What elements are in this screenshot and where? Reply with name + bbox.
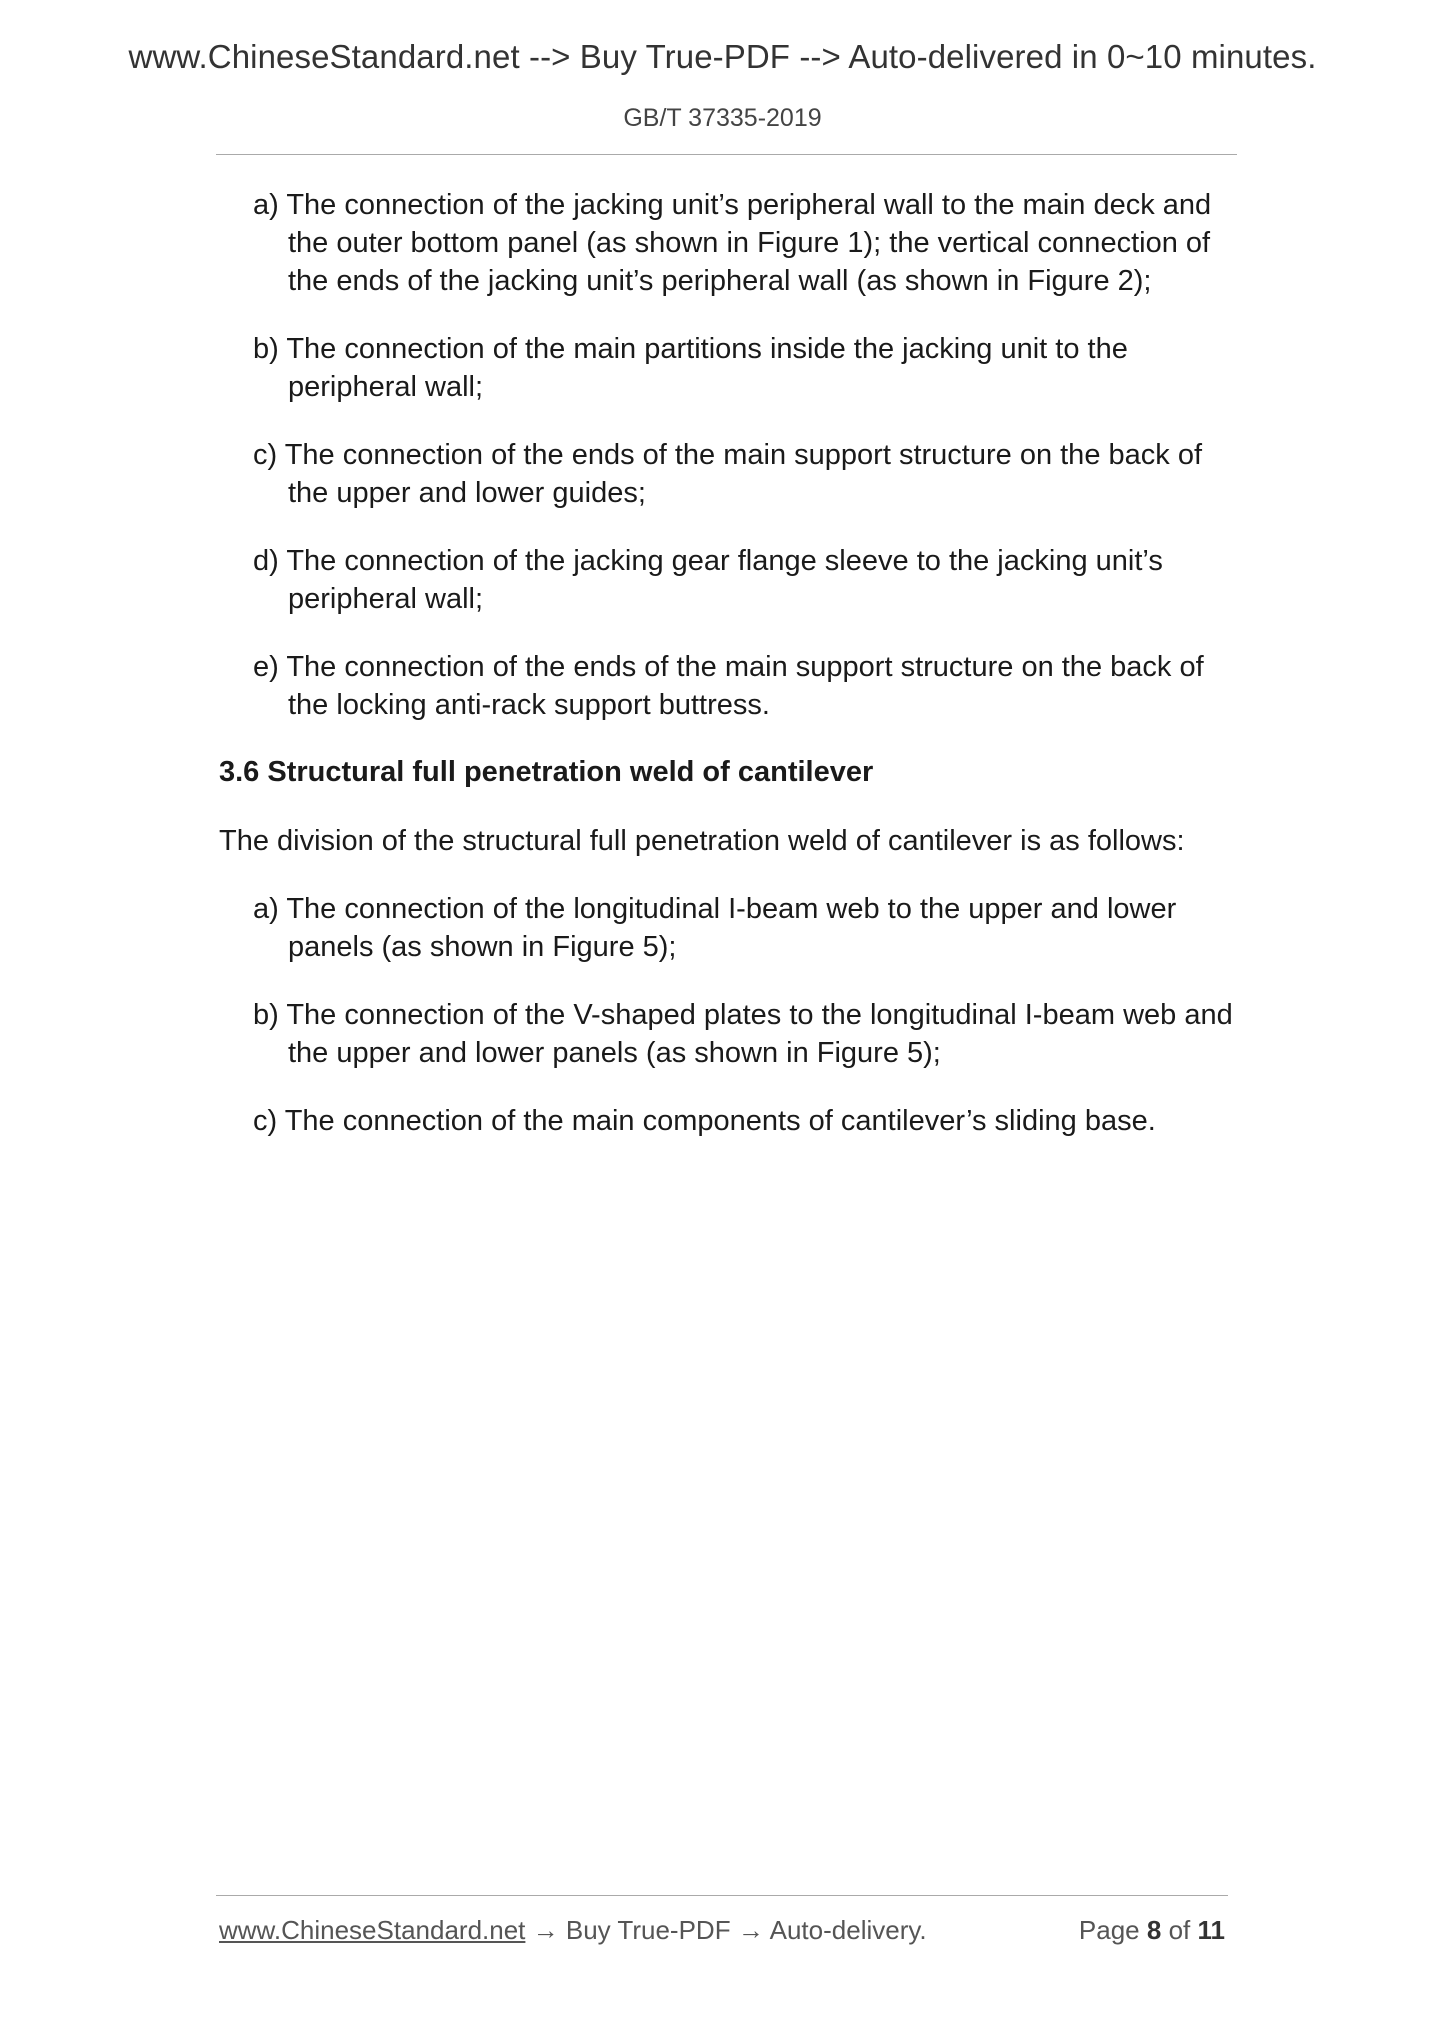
list-item — [253, 890, 1234, 966]
item-text: The connection of the jacking unit’s peripheral wall to the main deck and — [286, 189, 1212, 221]
item-label: a) — [253, 893, 279, 925]
item-label: a) — [253, 189, 279, 221]
footer-link[interactable]: www.ChineseStandard.net — [219, 1915, 526, 1945]
item-text: the locking anti-rack support buttress. — [288, 689, 770, 721]
page-number: 8 — [1146, 1915, 1162, 1945]
item-text: the ends of the jacking unit’s peripheral wall (as shown in Figure 2); — [288, 265, 1152, 297]
list-item — [253, 436, 1234, 512]
item-text: the upper and lower guides; — [288, 477, 646, 509]
list-item — [253, 330, 1234, 406]
item-text: the outer bottom panel (as shown in Figure 1); the vertical connection of — [288, 227, 1211, 259]
item-text: The connection of the ends of the main support structure on the back of — [286, 651, 1204, 683]
page-total: 11 — [1197, 1915, 1225, 1945]
list-item — [253, 542, 1234, 618]
arrow-icon: → — [532, 1915, 559, 1945]
item-label: b) — [253, 999, 279, 1031]
list-item — [253, 1102, 1234, 1140]
page-footer — [219, 1915, 1225, 1946]
item-text: panels (as shown in Figure 5); — [288, 931, 677, 963]
header-banner: www.ChineseStandard.net --> Buy True-PDF --> Auto-delivered in 0~10 minutes. — [128, 38, 1317, 75]
item-text: The connection of the V-shaped plates to the longitudinal I-beam web and — [286, 999, 1233, 1031]
header-divider — [216, 154, 1237, 155]
document-number: GB/T 37335-2019 — [623, 104, 822, 132]
item-text: The connection of the jacking gear flange sleeve to the jacking unit’s — [286, 545, 1163, 577]
section-intro: The division of the structural full penetration weld of cantilever is as follows: — [219, 825, 1185, 857]
item-text: The connection of the ends of the main support structure on the back of — [284, 439, 1202, 471]
item-label: b) — [253, 333, 279, 365]
page-indicator — [1079, 1915, 1225, 1946]
list-item — [253, 648, 1234, 724]
list-item — [253, 186, 1234, 300]
footer-divider — [216, 1895, 1228, 1896]
item-text: The connection of the main components of cantilever’s sliding base. — [284, 1105, 1156, 1137]
list-item — [253, 996, 1234, 1072]
item-label: d) — [253, 545, 279, 577]
item-label: e) — [253, 651, 279, 683]
section-heading: 3.6 Structural full penetration weld of cantilever — [219, 756, 874, 788]
item-label: c) — [253, 1105, 278, 1137]
footer-delivery-text: Auto-delivery. — [769, 1915, 927, 1945]
item-text: the upper and lower panels (as shown in Figure 5); — [288, 1037, 941, 1069]
item-text: peripheral wall; — [288, 371, 484, 403]
item-label: c) — [253, 439, 278, 471]
footer-buy-text: Buy True-PDF — [565, 1915, 731, 1945]
page-label: Page — [1078, 1915, 1140, 1945]
item-text: The connection of the main partitions inside the jacking unit to the — [286, 333, 1128, 365]
item-text: peripheral wall; — [288, 583, 484, 615]
of-label: of — [1168, 1915, 1191, 1945]
arrow-icon: → — [737, 1915, 764, 1945]
item-text: The connection of the longitudinal I-beam web to the upper and lower — [286, 893, 1177, 925]
